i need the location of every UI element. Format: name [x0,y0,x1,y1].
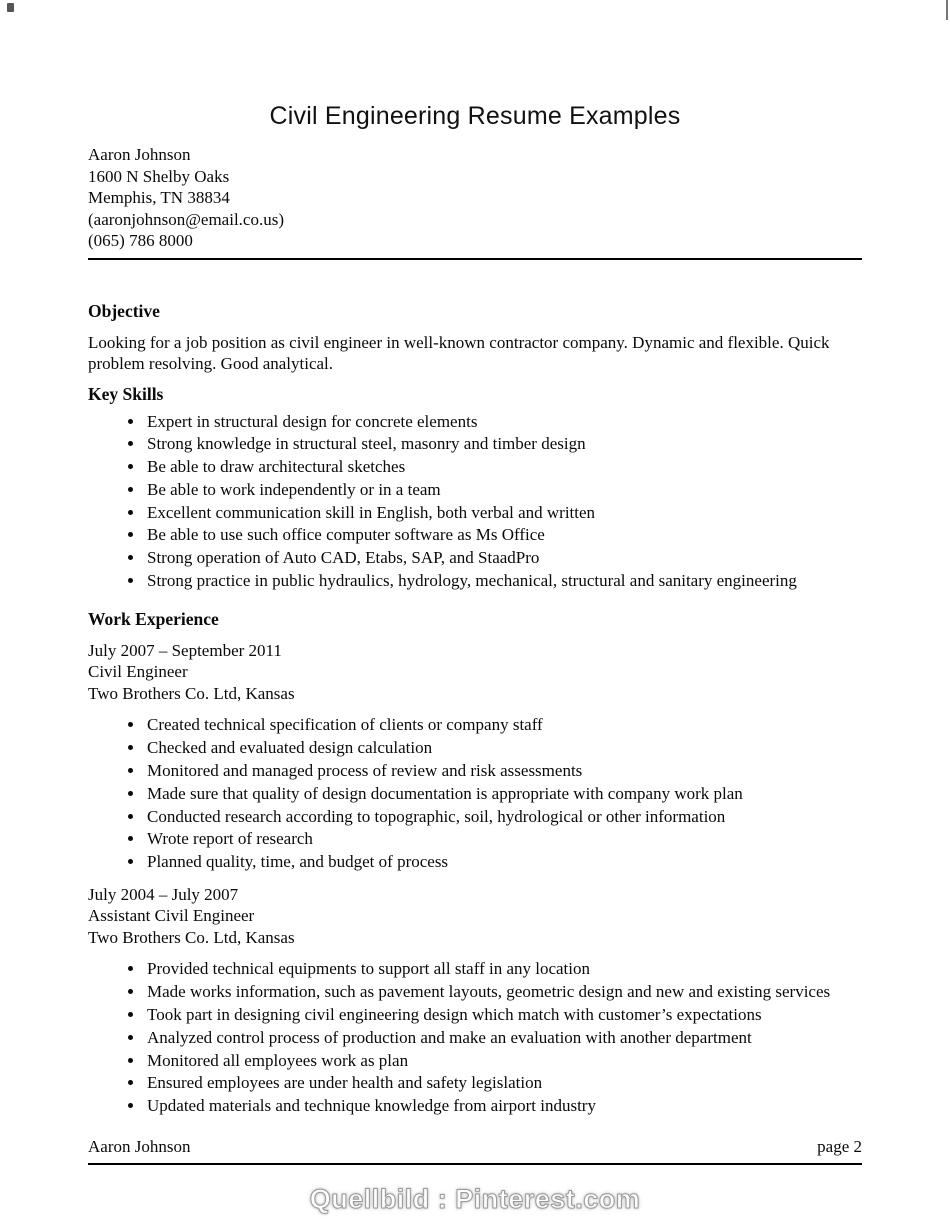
job-bullet: • Planned quality, time, and budget of process [145,851,862,874]
job-header [88,884,862,949]
skill-item: • Be able to draw architectural sketches [145,456,862,479]
job-bullet: • Made works information, such as pavement layouts, geometric design and new and existing services [145,981,862,1004]
skill-item: • Excellent communication skill in English, both verbal and written [145,502,862,525]
section-heading-objective: Objective [88,300,160,321]
job-dates: July 2004 – July 2007 [88,884,239,904]
job-title: Assistant Civil Engineer [88,906,255,926]
job-bullet: • Ensured employees are under health and safety legislation [145,1072,862,1095]
contact-name: Aaron Johnson [88,145,191,164]
job-bullet-list [88,714,862,874]
job-entry [88,884,862,1118]
contact-address-line1: 1600 N Shelby Oaks [88,166,230,186]
job-bullet: • Provided technical equipments to support all staff in any location [145,958,862,981]
skill-item: • Be able to work independently or in a team [145,479,862,502]
job-bullet: • Wrote report of research [145,828,862,851]
job-bullet: • Conducted research according to topographic, soil, hydrological or other information [145,806,862,829]
section-heading-key-skills: Key Skills [88,383,164,404]
job-dates: July 2007 – September 2011 [88,640,282,660]
job-bullet: • Monitored and managed process of review and risk assessments [145,760,862,783]
footer-page-number: page 2 [817,1137,862,1156]
footer-name: Aaron Johnson [88,1137,191,1156]
page-footer [88,1136,862,1165]
job-bullet-list [88,958,862,1118]
job-company: Two Brothers Co. Ltd, Kansas [88,683,295,703]
contact-block [88,144,862,252]
contact-address-line2: Memphis, TN 38834 [88,188,230,207]
job-header [88,640,862,705]
contact-phone: (065) 786 8000 [88,231,193,250]
job-title: Civil Engineer [88,662,188,682]
job-bullet: • Created technical specification of clients or company staff [145,714,862,737]
skill-item: • Expert in structural design for concrete elements [145,411,862,434]
objective-text: Looking for a job position as civil engineer in well-known contractor company. Dynamic and flexible. Quick problem resolving. Good analytical. [88,332,830,373]
document-content [0,102,950,1118]
job-bullet: • Took part in designing civil engineering design which match with customer’s expectations [145,1004,862,1027]
header-divider [88,258,862,260]
skill-item: • Strong operation of Auto CAD, Etabs, SAP, and StaadPro [145,547,862,570]
job-company: Two Brothers Co. Ltd, Kansas [88,927,295,947]
scan-artifact-top-right [946,0,948,20]
job-bullet: • Made sure that quality of design documentation is appropriate with company work plan [145,783,862,806]
contact-email: (aaronjohnson@email.co.us) [88,209,284,229]
page-title: Civil Engineering Resume Examples [269,102,681,130]
skill-item: • Strong practice in public hydraulics, hydrology, mechanical, structural and sanitary engineering [145,570,862,593]
section-heading-work-experience: Work Experience [88,608,219,629]
key-skills-list [88,411,862,593]
job-bullet: • Updated materials and technique knowledge from airport industry [145,1095,862,1118]
skill-item: • Strong knowledge in structural steel, masonry and timber design [145,433,862,456]
job-entry [88,640,862,874]
skill-item: • Be able to use such office computer software as Ms Office [145,524,862,547]
source-watermark: Quellbild : Pinterest.com [309,1184,641,1214]
job-bullet: • Checked and evaluated design calculation [145,737,862,760]
scan-artifact-top-left [7,3,14,12]
job-bullet: • Analyzed control process of production and make an evaluation with another department [145,1027,862,1050]
job-bullet: • Monitored all employees work as plan [145,1050,862,1073]
